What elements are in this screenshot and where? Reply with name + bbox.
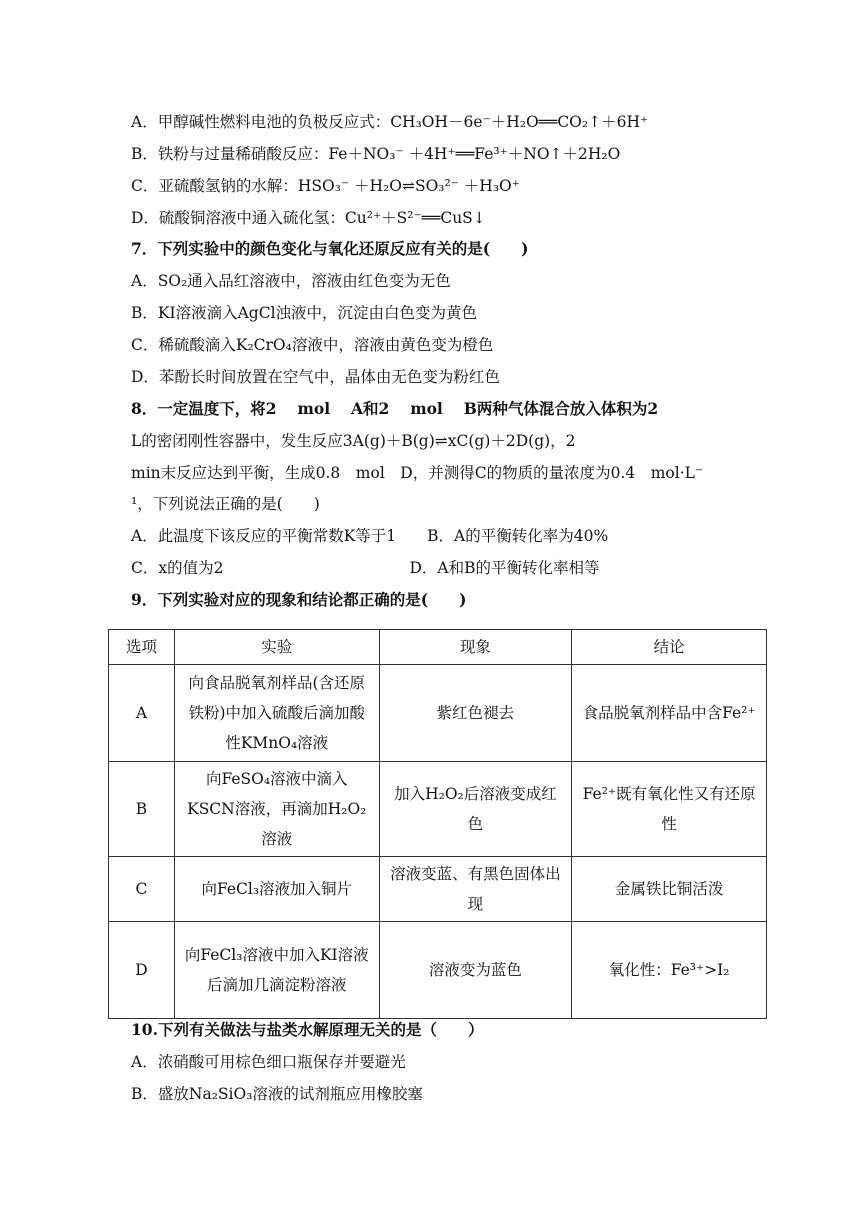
cell-conclusion: 食品脱氧剂样品中含Fe²⁺ bbox=[572, 665, 767, 762]
header-phenomenon: 现象 bbox=[379, 630, 572, 665]
q7-option-a: A．SO₂通入品红溶液中，溶液由红色变为无色 bbox=[131, 272, 451, 290]
cell-experiment: 向食品脱氧剂样品(含还原铁粉)中加入硫酸后滴加酸性KMnO₄溶液 bbox=[174, 665, 379, 762]
question-10: 10.下列有关做法与盐类水解原理无关的是（ ） bbox=[131, 1020, 484, 1039]
option-c-line: C．亚硫酸氢钠的水解：HSO₃⁻ ＋H₂O⇌SO₃²⁻ ＋H₃O⁺ bbox=[131, 177, 520, 195]
cell-experiment: 向FeSO₄溶液中滴入KSCN溶液，再滴加H₂O₂溶液 bbox=[174, 762, 379, 857]
cell-option: C bbox=[109, 857, 175, 922]
cell-conclusion: 金属铁比铜活泼 bbox=[572, 857, 767, 922]
header-experiment: 实验 bbox=[174, 630, 379, 665]
q7-option-b: B．KI溶液滴入AgCl浊液中，沉淀由白色变为黄色 bbox=[131, 304, 478, 322]
option-a-line: A．甲醇碱性燃料电池的负极反应式：CH₃OH－6e⁻＋H₂O══CO₂↑＋6H⁺ bbox=[131, 113, 649, 131]
cell-option: A bbox=[109, 665, 175, 762]
table-header-row bbox=[109, 630, 767, 665]
header-option: 选项 bbox=[109, 630, 175, 665]
table-row bbox=[109, 665, 767, 762]
q8-line-3: min末反应达到平衡，生成0.8 mol D，并测得C的物质的量浓度为0.4 mol·L⁻ bbox=[131, 464, 704, 482]
question-7: 7．下列实验中的颜色变化与氧化还原反应有关的是( ) bbox=[131, 239, 529, 258]
cell-phenomenon: 溶液变蓝、有黑色固体出现 bbox=[379, 857, 572, 922]
question-8: 8．一定温度下，将2 mol A和2 mol B两种气体混合放入体积为2 bbox=[131, 399, 659, 418]
cell-phenomenon: 加入H₂O₂后溶液变成红色 bbox=[379, 762, 572, 857]
table-row bbox=[109, 762, 767, 857]
header-conclusion: 结论 bbox=[572, 630, 767, 665]
cell-phenomenon: 溶液变为蓝色 bbox=[379, 922, 572, 1019]
cell-conclusion: 氧化性：Fe³⁺>I₂ bbox=[572, 922, 767, 1019]
cell-option: D bbox=[109, 922, 175, 1019]
cell-conclusion: Fe²⁺既有氧化性又有还原性 bbox=[572, 762, 767, 857]
question-9: 9．下列实验对应的现象和结论都正确的是( ) bbox=[131, 590, 467, 609]
cell-experiment: 向FeCl₃溶液中加入KI溶液后滴加几滴淀粉溶液 bbox=[174, 922, 379, 1019]
cell-experiment: 向FeCl₃溶液加入铜片 bbox=[174, 857, 379, 922]
q8-line-2: L的密闭刚性容器中，发生反应3A(g)＋B(g)⇌xC(g)＋2D(g)，2 bbox=[131, 432, 576, 450]
q10-option-b: B．盛放Na₂SiO₃溶液的试剂瓶应用橡胶塞 bbox=[131, 1085, 423, 1103]
cell-phenomenon: 紫红色褪去 bbox=[379, 665, 572, 762]
table-row bbox=[109, 857, 767, 922]
cell-option: B bbox=[109, 762, 175, 857]
q10-option-a: A．浓硝酸可用棕色细口瓶保存并要避光 bbox=[131, 1053, 406, 1071]
table-row bbox=[109, 922, 767, 1019]
experiment-table bbox=[108, 629, 767, 1019]
q8-options-cd: C．x的值为2 D．A和B的平衡转化率相等 bbox=[131, 559, 600, 577]
q7-option-d: D．苯酚长时间放置在空气中，晶体由无色变为粉红色 bbox=[131, 368, 500, 386]
q8-line-4: ¹，下列说法正确的是( ) bbox=[131, 495, 320, 513]
option-d-line: D．硫酸铜溶液中通入硫化氢：Cu²⁺＋S²⁻══CuS↓ bbox=[131, 209, 486, 227]
option-b-line: B．铁粉与过量稀硝酸反应：Fe＋NO₃⁻ ＋4H⁺══Fe³⁺＋NO↑＋2H₂O bbox=[131, 145, 621, 163]
q8-options-ab: A．此温度下该反应的平衡常数K等于1 B．A的平衡转化率为40% bbox=[131, 527, 609, 545]
q7-option-c: C．稀硫酸滴入K₂CrO₄溶液中，溶液由黄色变为橙色 bbox=[131, 336, 494, 354]
